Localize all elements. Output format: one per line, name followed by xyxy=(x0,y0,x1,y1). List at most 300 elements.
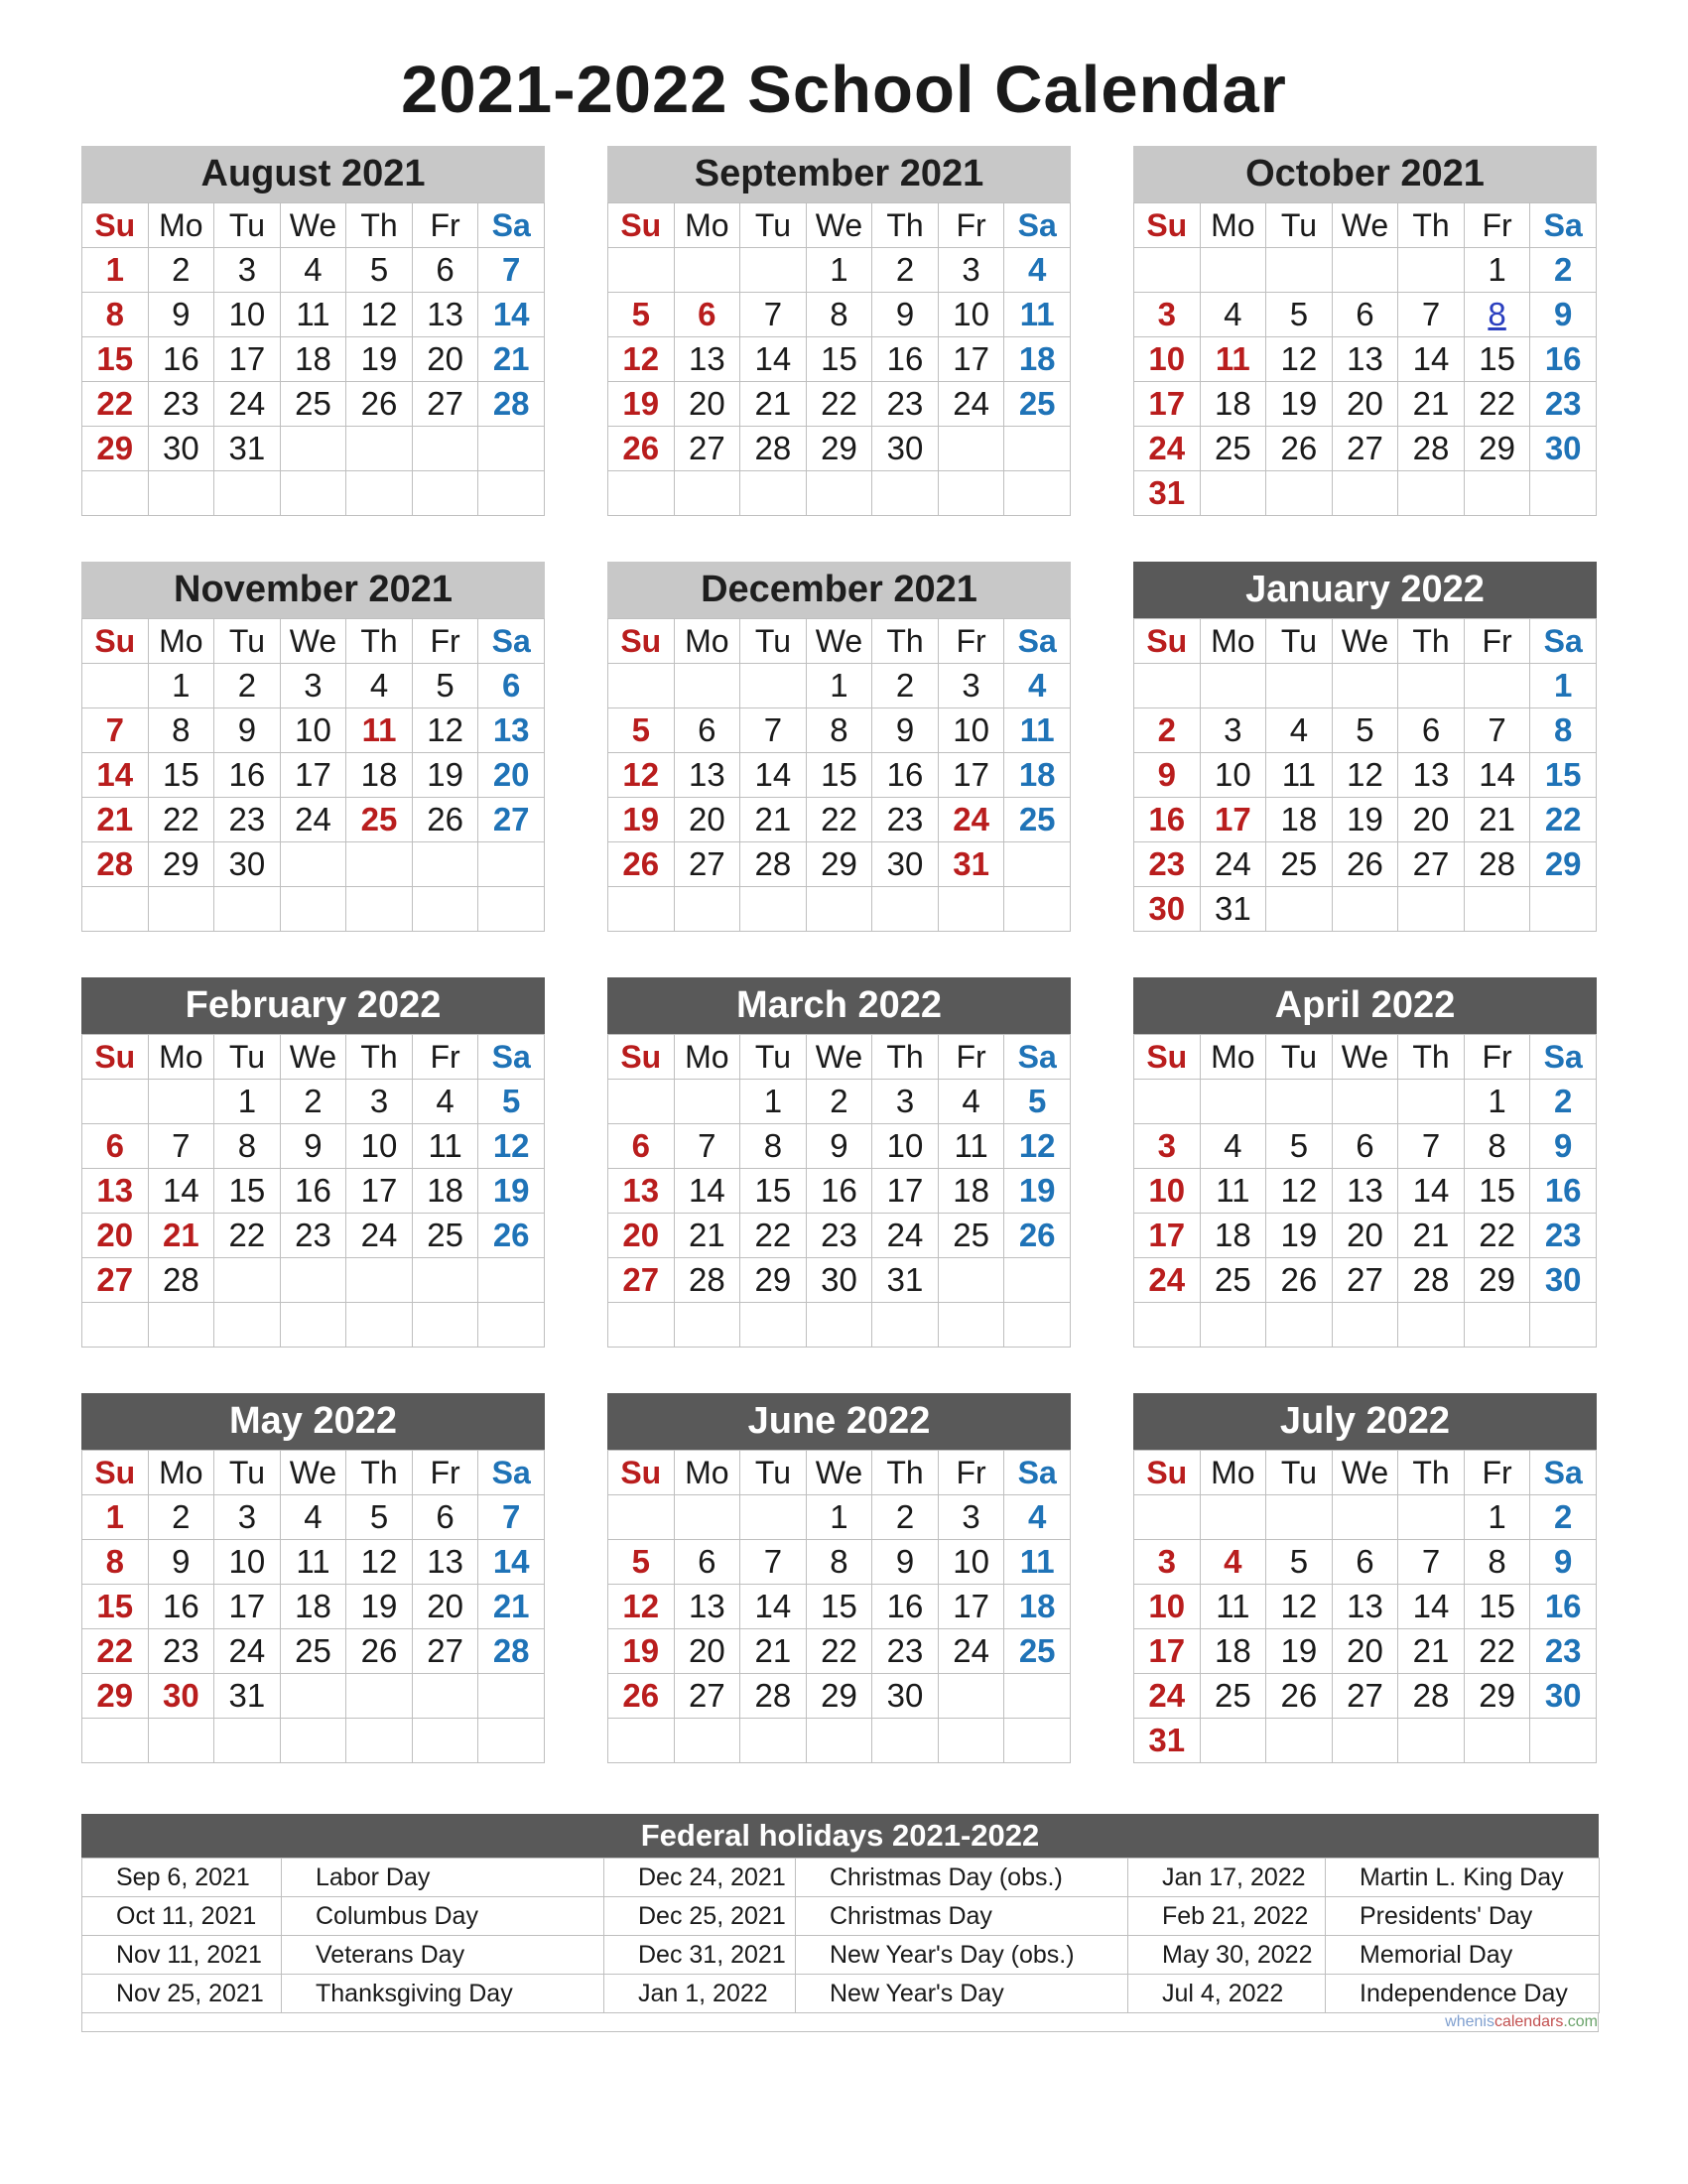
day-cell: 14 xyxy=(1398,1585,1465,1629)
day-cell: 26 xyxy=(346,382,413,427)
day-cell xyxy=(148,471,214,516)
day-cell: 21 xyxy=(148,1214,214,1258)
day-cell: 13 xyxy=(82,1169,149,1214)
week-row xyxy=(608,1674,1071,1719)
day-cell: 24 xyxy=(938,382,1004,427)
day-cell: 19 xyxy=(1004,1169,1071,1214)
day-cell[interactable]: 8 xyxy=(1464,293,1530,337)
day-cell xyxy=(1530,887,1597,932)
week-row xyxy=(82,887,545,932)
day-cell: 18 xyxy=(1200,382,1266,427)
weekday-header: Mo xyxy=(1200,619,1266,664)
day-cell xyxy=(1004,1258,1071,1303)
day-cell: 17 xyxy=(280,753,346,798)
day-cell xyxy=(478,1258,545,1303)
day-cell: 6 xyxy=(674,708,740,753)
day-cell: 13 xyxy=(674,753,740,798)
day-cell: 22 xyxy=(806,1629,872,1674)
weekday-header: Fr xyxy=(412,203,478,248)
day-cell: 7 xyxy=(82,708,149,753)
week-row xyxy=(608,471,1071,516)
day-cell: 9 xyxy=(1134,753,1201,798)
day-cell: 11 xyxy=(346,708,413,753)
day-cell: 17 xyxy=(214,1585,281,1629)
day-cell: 24 xyxy=(346,1214,413,1258)
day-cell: 2 xyxy=(1530,1495,1597,1540)
day-cell: 10 xyxy=(1134,337,1201,382)
month-grid xyxy=(607,1034,1071,1348)
day-cell: 2 xyxy=(1530,248,1597,293)
day-cell: 6 xyxy=(1332,1124,1398,1169)
month-calendar xyxy=(1133,1393,1597,1763)
day-cell: 23 xyxy=(214,798,281,842)
month-calendar xyxy=(81,562,545,932)
day-cell xyxy=(346,887,413,932)
day-cell: 30 xyxy=(1530,427,1597,471)
day-cell xyxy=(674,248,740,293)
weekday-header: Su xyxy=(1134,203,1201,248)
day-cell: 5 xyxy=(412,664,478,708)
day-cell: 14 xyxy=(82,753,149,798)
day-cell xyxy=(412,1258,478,1303)
day-cell xyxy=(280,1258,346,1303)
weekday-header: Th xyxy=(346,203,413,248)
day-cell: 29 xyxy=(1464,1258,1530,1303)
day-cell: 12 xyxy=(1004,1124,1071,1169)
day-cell: 18 xyxy=(1004,753,1071,798)
day-cell xyxy=(608,664,675,708)
weekday-header: Mo xyxy=(674,619,740,664)
holiday-name: New Year's Day (obs.) xyxy=(796,1936,1128,1975)
weekday-header: Tu xyxy=(1266,619,1333,664)
day-cell: 21 xyxy=(1398,382,1465,427)
week-row xyxy=(608,1124,1071,1169)
day-cell: 18 xyxy=(1266,798,1333,842)
day-cell: 23 xyxy=(1530,382,1597,427)
day-cell xyxy=(346,1674,413,1719)
week-row xyxy=(82,293,545,337)
week-row xyxy=(1134,1585,1597,1629)
day-cell xyxy=(1332,887,1398,932)
week-row xyxy=(82,664,545,708)
day-cell xyxy=(214,1258,281,1303)
day-cell xyxy=(872,887,939,932)
weekday-header: Th xyxy=(1398,203,1465,248)
day-cell: 31 xyxy=(938,842,1004,887)
day-cell xyxy=(1464,471,1530,516)
holidays-list xyxy=(81,1858,1600,2013)
holiday-date: Dec 31, 2021 xyxy=(604,1936,796,1975)
week-row xyxy=(1134,887,1597,932)
day-cell: 18 xyxy=(1004,337,1071,382)
day-cell xyxy=(1332,1719,1398,1763)
day-cell: 4 xyxy=(346,664,413,708)
day-cell: 20 xyxy=(608,1214,675,1258)
day-cell: 23 xyxy=(806,1214,872,1258)
weekday-header: Su xyxy=(1134,1451,1201,1495)
day-cell: 13 xyxy=(478,708,545,753)
day-cell: 21 xyxy=(478,1585,545,1629)
day-cell xyxy=(412,471,478,516)
month-grid xyxy=(607,618,1071,932)
day-cell: 2 xyxy=(872,248,939,293)
day-cell: 15 xyxy=(806,1585,872,1629)
day-cell: 15 xyxy=(1530,753,1597,798)
day-cell: 11 xyxy=(1200,1585,1266,1629)
day-cell xyxy=(478,471,545,516)
day-cell: 30 xyxy=(872,427,939,471)
day-cell: 6 xyxy=(674,293,740,337)
holidays-title: Federal holidays 2021-2022 xyxy=(81,1814,1599,1858)
day-cell: 19 xyxy=(478,1169,545,1214)
day-cell: 27 xyxy=(478,798,545,842)
day-cell: 15 xyxy=(214,1169,281,1214)
day-cell: 2 xyxy=(806,1080,872,1124)
day-cell xyxy=(1332,1303,1398,1348)
week-row xyxy=(608,248,1071,293)
day-cell: 28 xyxy=(740,842,807,887)
day-cell: 5 xyxy=(1332,708,1398,753)
week-row xyxy=(82,1258,545,1303)
week-row xyxy=(82,708,545,753)
day-cell: 4 xyxy=(1004,1495,1071,1540)
week-row xyxy=(608,664,1071,708)
day-cell: 10 xyxy=(938,1540,1004,1585)
month-title: September 2021 xyxy=(607,146,1071,202)
day-cell: 25 xyxy=(346,798,413,842)
day-cell: 28 xyxy=(1398,1258,1465,1303)
day-cell: 20 xyxy=(1332,382,1398,427)
day-cell: 16 xyxy=(214,753,281,798)
day-cell: 12 xyxy=(608,753,675,798)
day-cell xyxy=(1134,1303,1201,1348)
day-cell: 13 xyxy=(412,1540,478,1585)
day-cell: 9 xyxy=(1530,293,1597,337)
day-cell: 4 xyxy=(1004,664,1071,708)
day-cell: 4 xyxy=(280,1495,346,1540)
day-cell: 29 xyxy=(82,1674,149,1719)
holidays-footer xyxy=(81,2013,1599,2032)
holiday-date: Sep 6, 2021 xyxy=(82,1859,282,1897)
day-cell: 1 xyxy=(148,664,214,708)
week-row xyxy=(1134,1124,1597,1169)
day-cell xyxy=(1004,842,1071,887)
weekday-header: Su xyxy=(82,203,149,248)
day-cell: 5 xyxy=(608,293,675,337)
day-cell: 23 xyxy=(872,798,939,842)
weekday-header: Fr xyxy=(938,203,1004,248)
day-cell: 19 xyxy=(412,753,478,798)
day-cell: 13 xyxy=(608,1169,675,1214)
week-row xyxy=(82,1214,545,1258)
day-cell xyxy=(674,1080,740,1124)
weekday-header: Tu xyxy=(214,203,281,248)
day-cell: 23 xyxy=(1134,842,1201,887)
week-row xyxy=(82,1495,545,1540)
weekday-header: We xyxy=(806,203,872,248)
month-grid xyxy=(81,202,545,516)
day-cell xyxy=(214,471,281,516)
day-cell: 16 xyxy=(148,1585,214,1629)
day-cell xyxy=(412,887,478,932)
day-cell: 1 xyxy=(82,1495,149,1540)
day-cell: 22 xyxy=(82,382,149,427)
day-cell: 6 xyxy=(412,1495,478,1540)
day-cell xyxy=(412,1719,478,1763)
day-cell xyxy=(1266,1303,1333,1348)
day-cell: 12 xyxy=(478,1124,545,1169)
day-cell: 24 xyxy=(938,1629,1004,1674)
day-cell: 3 xyxy=(346,1080,413,1124)
day-cell: 28 xyxy=(1464,842,1530,887)
week-row xyxy=(608,1214,1071,1258)
day-cell: 16 xyxy=(148,337,214,382)
day-cell: 17 xyxy=(938,337,1004,382)
day-cell: 11 xyxy=(1200,337,1266,382)
day-cell: 28 xyxy=(478,382,545,427)
day-cell xyxy=(1398,1303,1465,1348)
day-cell xyxy=(1200,664,1266,708)
day-cell xyxy=(674,1495,740,1540)
day-cell: 26 xyxy=(1332,842,1398,887)
day-cell xyxy=(1398,1080,1465,1124)
weekday-header: Tu xyxy=(1266,1451,1333,1495)
day-cell: 7 xyxy=(740,293,807,337)
day-cell xyxy=(1530,1303,1597,1348)
day-cell: 26 xyxy=(608,842,675,887)
day-cell xyxy=(608,1080,675,1124)
day-cell xyxy=(82,471,149,516)
day-cell: 27 xyxy=(82,1258,149,1303)
day-cell xyxy=(1332,1495,1398,1540)
holiday-date: May 30, 2022 xyxy=(1128,1936,1326,1975)
day-cell: 25 xyxy=(280,382,346,427)
day-cell: 21 xyxy=(740,1629,807,1674)
day-cell xyxy=(1200,1080,1266,1124)
weekday-header: Th xyxy=(346,1451,413,1495)
day-cell: 17 xyxy=(938,1585,1004,1629)
day-cell: 17 xyxy=(872,1169,939,1214)
weekday-header: We xyxy=(806,619,872,664)
day-cell xyxy=(1004,427,1071,471)
day-cell: 28 xyxy=(740,427,807,471)
month-calendar xyxy=(1133,562,1597,932)
day-cell: 29 xyxy=(1464,427,1530,471)
weekday-header: Mo xyxy=(1200,203,1266,248)
day-cell: 29 xyxy=(740,1258,807,1303)
day-cell xyxy=(478,842,545,887)
day-cell: 9 xyxy=(214,708,281,753)
day-cell: 23 xyxy=(280,1214,346,1258)
day-cell xyxy=(740,664,807,708)
week-row xyxy=(82,798,545,842)
weekday-header: Mo xyxy=(1200,1035,1266,1080)
week-row xyxy=(608,1303,1071,1348)
weekday-header: Mo xyxy=(674,203,740,248)
day-cell: 25 xyxy=(1004,798,1071,842)
day-cell xyxy=(608,1495,675,1540)
week-row xyxy=(608,1719,1071,1763)
day-cell: 23 xyxy=(1530,1629,1597,1674)
holiday-name: Christmas Day xyxy=(796,1897,1128,1936)
day-cell: 1 xyxy=(740,1080,807,1124)
day-cell: 27 xyxy=(1398,842,1465,887)
month-calendar xyxy=(81,977,545,1348)
day-cell xyxy=(938,1258,1004,1303)
day-cell xyxy=(1398,664,1465,708)
week-row xyxy=(1134,1629,1597,1674)
holiday-name: Presidents' Day xyxy=(1326,1897,1600,1936)
day-cell: 20 xyxy=(82,1214,149,1258)
week-row xyxy=(1134,664,1597,708)
day-cell: 5 xyxy=(1004,1080,1071,1124)
day-cell: 13 xyxy=(412,293,478,337)
month-title: August 2021 xyxy=(81,146,545,202)
day-cell: 10 xyxy=(872,1124,939,1169)
week-row xyxy=(1134,1080,1597,1124)
day-cell: 26 xyxy=(346,1629,413,1674)
weekday-header: Fr xyxy=(412,1035,478,1080)
day-cell: 4 xyxy=(1266,708,1333,753)
day-cell xyxy=(1398,1495,1465,1540)
day-cell: 21 xyxy=(82,798,149,842)
day-cell: 15 xyxy=(1464,1585,1530,1629)
watermark-part: whenis xyxy=(1445,2013,1494,2030)
day-cell: 23 xyxy=(872,1629,939,1674)
day-cell: 30 xyxy=(214,842,281,887)
day-cell: 20 xyxy=(412,337,478,382)
month-title: October 2021 xyxy=(1133,146,1597,202)
weekday-header: Tu xyxy=(214,1035,281,1080)
day-cell: 2 xyxy=(214,664,281,708)
day-cell: 19 xyxy=(608,1629,675,1674)
day-cell: 3 xyxy=(1134,1124,1201,1169)
day-cell: 24 xyxy=(280,798,346,842)
day-cell: 11 xyxy=(280,293,346,337)
day-cell: 30 xyxy=(1530,1258,1597,1303)
day-cell: 10 xyxy=(346,1124,413,1169)
day-cell: 26 xyxy=(1266,1258,1333,1303)
weekday-header: Fr xyxy=(1464,1035,1530,1080)
month-grid xyxy=(1133,1450,1597,1763)
holiday-row xyxy=(82,1975,1600,2013)
weekday-header: Mo xyxy=(148,1451,214,1495)
day-cell: 27 xyxy=(412,1629,478,1674)
day-cell: 24 xyxy=(1134,427,1201,471)
watermark-link[interactable] xyxy=(1445,2013,1598,2031)
weekday-header: Sa xyxy=(1530,1035,1597,1080)
day-cell: 6 xyxy=(674,1540,740,1585)
week-row xyxy=(1134,1258,1597,1303)
day-cell: 3 xyxy=(214,248,281,293)
day-cell: 15 xyxy=(806,753,872,798)
day-cell xyxy=(1332,471,1398,516)
weekday-header: Th xyxy=(872,1035,939,1080)
month-grid xyxy=(1133,618,1597,932)
day-cell: 3 xyxy=(214,1495,281,1540)
day-cell xyxy=(1200,248,1266,293)
day-cell: 24 xyxy=(872,1214,939,1258)
day-cell xyxy=(674,664,740,708)
day-cell: 13 xyxy=(1332,1169,1398,1214)
day-cell: 4 xyxy=(1004,248,1071,293)
holiday-name: New Year's Day xyxy=(796,1975,1128,2013)
week-row xyxy=(1134,248,1597,293)
day-cell xyxy=(938,427,1004,471)
day-cell xyxy=(412,427,478,471)
day-cell xyxy=(1332,664,1398,708)
weekday-header: Th xyxy=(872,1451,939,1495)
day-cell: 2 xyxy=(872,664,939,708)
weekday-header: Mo xyxy=(674,1451,740,1495)
day-cell: 14 xyxy=(1464,753,1530,798)
day-cell xyxy=(674,1719,740,1763)
day-cell: 20 xyxy=(1332,1214,1398,1258)
day-cell: 17 xyxy=(1134,382,1201,427)
holiday-row xyxy=(82,1936,1600,1975)
day-cell: 25 xyxy=(1200,1258,1266,1303)
holiday-name: Independence Day xyxy=(1326,1975,1600,2013)
day-cell: 2 xyxy=(280,1080,346,1124)
weekday-header: Fr xyxy=(1464,619,1530,664)
day-cell: 1 xyxy=(214,1080,281,1124)
watermark-part: calendars xyxy=(1493,2013,1564,2030)
day-cell: 18 xyxy=(1004,1585,1071,1629)
day-cell xyxy=(1398,1719,1465,1763)
day-cell: 11 xyxy=(1266,753,1333,798)
month-calendar xyxy=(81,1393,545,1763)
month-calendar xyxy=(81,146,545,516)
day-cell: 26 xyxy=(478,1214,545,1258)
day-cell: 6 xyxy=(1398,708,1465,753)
day-cell: 22 xyxy=(1530,798,1597,842)
weekday-header: Sa xyxy=(478,1035,545,1080)
day-cell xyxy=(1398,471,1465,516)
weekday-header: Tu xyxy=(214,619,281,664)
day-cell: 12 xyxy=(1266,1169,1333,1214)
week-row xyxy=(82,1540,545,1585)
day-cell xyxy=(872,471,939,516)
holiday-date: Dec 25, 2021 xyxy=(604,1897,796,1936)
day-cell xyxy=(412,1303,478,1348)
day-cell xyxy=(1332,248,1398,293)
day-cell: 17 xyxy=(1200,798,1266,842)
month-grid xyxy=(81,1450,545,1763)
watermark-part: .com xyxy=(1563,2013,1598,2030)
day-cell xyxy=(148,1303,214,1348)
day-cell: 9 xyxy=(1530,1540,1597,1585)
day-cell: 29 xyxy=(806,1674,872,1719)
week-row xyxy=(82,471,545,516)
day-cell xyxy=(938,471,1004,516)
day-cell: 12 xyxy=(1266,337,1333,382)
day-cell: 24 xyxy=(1134,1674,1201,1719)
day-cell: 8 xyxy=(214,1124,281,1169)
day-cell: 14 xyxy=(674,1169,740,1214)
weekday-header: Tu xyxy=(740,619,807,664)
week-row xyxy=(608,887,1071,932)
weekday-header: Fr xyxy=(938,1451,1004,1495)
weekday-header: We xyxy=(1332,203,1398,248)
day-cell xyxy=(1200,471,1266,516)
day-cell: 30 xyxy=(806,1258,872,1303)
day-cell: 21 xyxy=(1398,1214,1465,1258)
month-title: June 2022 xyxy=(607,1393,1071,1450)
day-cell xyxy=(1266,1080,1333,1124)
day-cell: 31 xyxy=(1200,887,1266,932)
day-cell: 10 xyxy=(1134,1585,1201,1629)
week-row xyxy=(1134,1169,1597,1214)
